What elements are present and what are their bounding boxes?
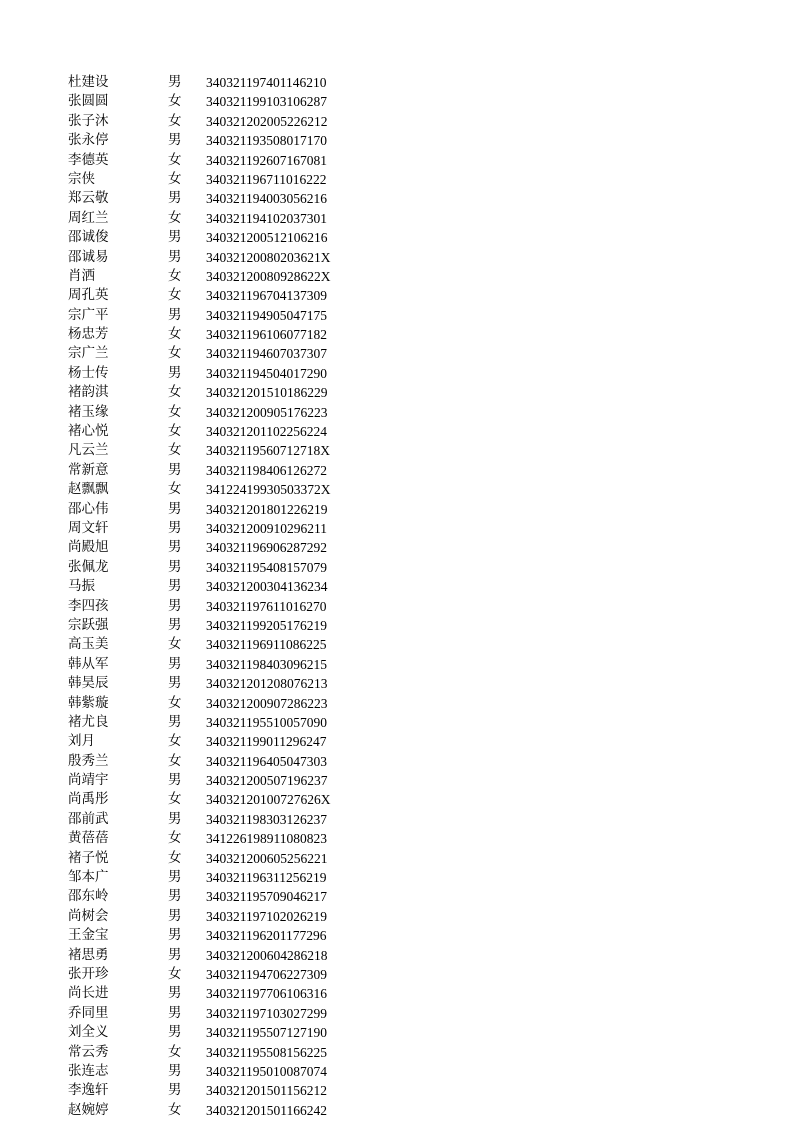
name-cell: 张连志 [68,1062,109,1079]
name-cell: 褚玉缘 [68,403,109,420]
name-cell: 杨士传 [68,364,109,381]
table-row [68,1101,368,1120]
table-row [68,984,368,1003]
name-cell: 褚思勇 [68,946,109,963]
table-row [68,344,368,363]
table-row [68,829,368,848]
id-number-cell: 340321196405047303 [206,753,327,769]
table-row [68,383,368,402]
id-number-cell: 340321196704137309 [206,288,327,304]
name-cell: 褚尤良 [68,713,109,730]
table-row [68,306,368,325]
table-row [68,907,368,926]
name-cell: 邵诚俊 [68,229,109,246]
id-number-cell: 340321197102026219 [206,908,327,924]
gender-cell: 男 [168,190,182,207]
name-cell: 张佩龙 [68,558,109,575]
name-cell: 尚殿旭 [68,539,109,556]
name-cell: 张开珍 [68,965,109,982]
gender-cell: 男 [168,675,182,692]
name-cell: 赵飘飘 [68,481,109,498]
id-number-cell: 340321200507196237 [206,773,328,789]
gender-cell: 男 [168,1024,182,1041]
table-row [68,713,368,732]
name-cell: 赵婉婷 [68,1101,109,1118]
table-row [68,112,368,131]
id-number-cell: 340321199011296247 [206,734,327,750]
name-cell: 尚禹彤 [68,791,109,808]
id-number-cell: 340321194607037307 [206,346,327,362]
table-row [68,655,368,674]
table-row [68,131,368,150]
name-cell: 高玉美 [68,636,109,653]
name-cell: 周红兰 [68,209,109,226]
id-number-cell: 340321193508017170 [206,133,327,149]
id-number-cell: 340321200910296211 [206,520,327,536]
id-number-cell: 340321195408157079 [206,559,327,575]
table-row [68,500,368,519]
name-cell: 韩昊辰 [68,675,109,692]
table-row [68,170,368,189]
gender-cell: 女 [168,112,182,129]
gender-cell: 男 [168,229,182,246]
name-cell: 李四孩 [68,597,109,614]
table-row [68,694,368,713]
gender-cell: 女 [168,209,182,226]
table-row [68,577,368,596]
name-cell: 李德英 [68,151,109,168]
table-row [68,946,368,965]
name-cell: 尚长进 [68,985,109,1002]
name-cell: 张子沐 [68,112,109,129]
id-number-cell: 340321201801226219 [206,501,328,517]
id-number-cell: 340321197401146210 [206,75,327,90]
name-cell: 邵前武 [68,810,109,827]
gender-cell: 男 [168,539,182,556]
name-cell: 韩从军 [68,655,109,672]
id-number-cell: 340321198406126272 [206,462,327,478]
name-cell: 刘月 [68,733,95,750]
gender-cell: 男 [168,810,182,827]
id-number-cell: 340321195510057090 [206,714,327,730]
table-row [68,732,368,751]
table-row [68,558,368,577]
gender-cell: 男 [168,519,182,536]
gender-cell: 男 [168,306,182,323]
id-number-cell: 340321194905047175 [206,307,327,323]
table-row [68,151,368,170]
gender-cell: 女 [168,965,182,982]
id-number-cell: 340321200605256221 [206,850,328,866]
gender-cell: 女 [168,481,182,498]
gender-cell: 男 [168,132,182,149]
table-row [68,635,368,654]
id-number-cell: 340321199103106287 [206,94,327,110]
name-cell: 褚韵淇 [68,384,109,401]
name-cell: 褚心悦 [68,423,109,440]
gender-cell: 男 [168,713,182,730]
id-number-cell: 340321199205176219 [206,617,327,633]
id-number-cell: 340321196311256219 [206,870,327,886]
id-number-cell: 340321194706227309 [206,966,327,982]
gender-cell: 男 [168,927,182,944]
gender-cell: 女 [168,1101,182,1118]
gender-cell: 女 [168,345,182,362]
name-cell: 尚树会 [68,907,109,924]
id-number-cell: 340321195508156225 [206,1044,327,1060]
name-cell: 邹本广 [68,869,109,886]
table-row [68,849,368,868]
gender-cell: 女 [168,93,182,110]
name-cell: 周文轩 [68,519,109,536]
gender-cell: 男 [168,888,182,905]
id-number-cell: 340321200604286218 [206,947,328,963]
id-number-cell: 340321197706106316 [206,986,327,1002]
id-number-cell: 340321201102256224 [206,424,327,440]
id-number-cell: 340321200907286223 [206,695,328,711]
name-cell: 殷秀兰 [68,752,109,769]
gender-cell: 女 [168,791,182,808]
table-row [68,441,368,460]
name-cell: 常新意 [68,461,109,478]
id-number-cell: 340321192607167081 [206,152,327,168]
id-number-cell: 340321197611016270 [206,598,327,614]
id-number-cell: 340321195507127190 [206,1025,327,1041]
table-row [68,771,368,790]
id-number-cell: 340321197103027299 [206,1005,327,1021]
gender-cell: 男 [168,985,182,1002]
gender-cell: 女 [168,326,182,343]
name-cell: 邵东岭 [68,888,109,905]
gender-cell: 男 [168,248,182,265]
table-row [68,519,368,538]
gender-cell: 女 [168,403,182,420]
id-number-cell: 341226198911080823 [206,831,327,847]
id-number-cell: 34032119560712718X [206,443,330,459]
name-cell: 宗侠 [68,170,95,187]
id-number-cell: 340321200512106216 [206,230,328,246]
table-row [68,1043,368,1062]
gender-cell: 女 [168,830,182,847]
table-row [68,209,368,228]
id-number-cell: 340321195709046217 [206,889,327,905]
id-number-cell: 340321201208076213 [206,676,328,692]
table-row [68,674,368,693]
table-row [68,538,368,557]
gender-cell: 男 [168,578,182,595]
gender-cell: 女 [168,423,182,440]
table-row [68,1081,368,1100]
id-number-cell: 340321201501156212 [206,1083,327,1099]
gender-cell: 男 [168,1004,182,1021]
id-number-cell: 340321198403096215 [206,656,327,672]
id-number-cell: 340321201510186229 [206,385,328,401]
gender-cell: 男 [168,1062,182,1079]
table-row [68,480,368,499]
table-row [68,616,368,635]
id-number-cell: 340321200304136234 [206,579,328,595]
gender-cell: 男 [168,364,182,381]
gender-cell: 男 [168,558,182,575]
gender-cell: 女 [168,849,182,866]
table-row [68,189,368,208]
table-row [68,810,368,829]
name-cell: 刘全义 [68,1024,109,1041]
table-row [68,1023,368,1042]
name-cell: 尚靖宇 [68,772,109,789]
table-row [68,92,368,111]
table-row [68,403,368,422]
id-number-cell: 34032120080928622X [206,268,331,284]
gender-cell: 男 [168,616,182,633]
gender-cell: 女 [168,442,182,459]
name-cell: 王金宝 [68,927,109,944]
table-row [68,926,368,945]
name-cell: 邵心伟 [68,500,109,517]
id-number-cell: 340321201501166242 [206,1102,327,1118]
gender-cell: 女 [168,733,182,750]
table-row [68,1004,368,1023]
gender-cell: 男 [168,869,182,886]
gender-cell: 女 [168,170,182,187]
table-row [68,868,368,887]
id-number-cell: 340321195010087074 [206,1063,327,1079]
gender-cell: 男 [168,907,182,924]
id-number-cell: 340321194504017290 [206,365,327,381]
gender-cell: 男 [168,655,182,672]
gender-cell: 女 [168,287,182,304]
table-row [68,965,368,984]
id-number-cell: 340321194003056216 [206,191,327,207]
gender-cell: 男 [168,461,182,478]
name-cell: 邵诚易 [68,248,109,265]
name-cell: 宗广平 [68,306,109,323]
id-number-cell: 34122419930503372X [206,482,331,498]
table-row [68,1062,368,1081]
gender-cell: 女 [168,267,182,284]
name-cell: 李逸轩 [68,1082,109,1099]
name-cell: 宗跃强 [68,616,109,633]
gender-cell: 男 [168,772,182,789]
name-cell: 张永停 [68,132,109,149]
table-row [68,752,368,771]
name-cell: 乔同里 [68,1004,109,1021]
table-row [68,887,368,906]
name-cell: 周孔英 [68,287,109,304]
id-number-cell: 340321196106077182 [206,327,327,343]
table-row [68,248,368,267]
id-number-cell: 340321196711016222 [206,171,327,187]
gender-cell: 男 [168,597,182,614]
id-number-cell: 34032120100727626X [206,792,331,808]
gender-cell: 女 [168,694,182,711]
gender-cell: 女 [168,1043,182,1060]
name-cell: 宗广兰 [68,345,109,362]
name-cell: 黄蓓蓓 [68,830,109,847]
table-row [68,597,368,616]
table-row [68,73,368,92]
gender-cell: 男 [168,74,182,90]
gender-cell: 男 [168,1082,182,1099]
id-number-cell: 340321196201177296 [206,928,327,944]
gender-cell: 女 [168,151,182,168]
id-number-cell: 340321202005226212 [206,113,328,129]
name-cell: 褚子悦 [68,849,109,866]
id-number-cell: 340321200905176223 [206,404,328,420]
id-number-cell: 34032120080203621X [206,249,331,265]
table-row [68,422,368,441]
gender-cell: 男 [168,946,182,963]
name-cell: 马振 [68,578,95,595]
gender-cell: 男 [168,500,182,517]
name-cell: 凡云兰 [68,442,109,459]
gender-cell: 女 [168,752,182,769]
table-row [68,286,368,305]
gender-cell: 女 [168,384,182,401]
name-cell: 张圆圆 [68,93,109,110]
id-number-cell: 340321198303126237 [206,811,327,827]
gender-cell: 女 [168,636,182,653]
table-row [68,228,368,247]
name-cell: 韩紫璇 [68,694,109,711]
roster-table [68,73,368,1120]
table-row [68,325,368,344]
table-row [68,267,368,286]
table-row [68,364,368,383]
id-number-cell: 340321196911086225 [206,637,327,653]
table-row [68,461,368,480]
name-cell: 杨忠芳 [68,326,109,343]
id-number-cell: 340321194102037301 [206,210,327,226]
name-cell: 常云秀 [68,1043,109,1060]
name-cell: 肖洒 [68,267,95,284]
id-number-cell: 340321196906287292 [206,540,327,556]
name-cell: 杜建设 [68,74,109,90]
table-row [68,790,368,809]
name-cell: 郑云敬 [68,190,109,207]
